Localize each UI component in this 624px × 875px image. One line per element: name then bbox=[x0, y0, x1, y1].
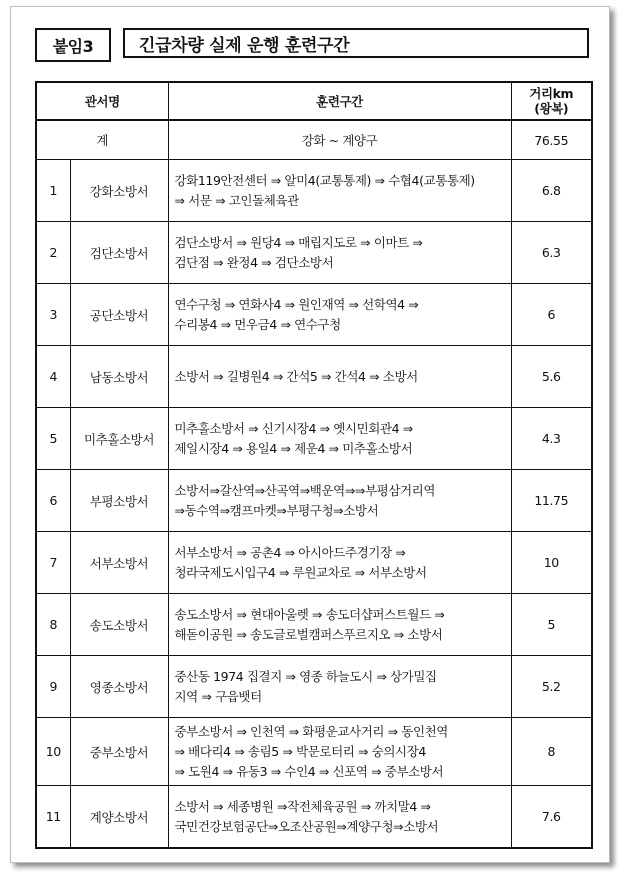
route-line: 소방서⇒갈산역⇒산곡역⇒백운역⇒⇒부평삼거리역 bbox=[174, 482, 436, 498]
row-number: 6 bbox=[36, 470, 70, 532]
station-name: 공단소방서 bbox=[70, 284, 168, 346]
row-number: 4 bbox=[36, 346, 70, 408]
table-row bbox=[36, 470, 592, 532]
attachment-label: 붙임3 bbox=[35, 28, 111, 62]
station-name: 남동소방서 bbox=[70, 346, 168, 408]
distance-value: 10 bbox=[511, 532, 592, 594]
row-number: 7 bbox=[36, 532, 70, 594]
training-route-table bbox=[35, 81, 593, 849]
document-title: 긴급차량 실제 운행 훈련구간 bbox=[123, 28, 589, 58]
distance-value: 8 bbox=[511, 718, 592, 786]
route-line: 국민건강보험공단⇒오조산공원⇒계양구청⇒소방서 bbox=[174, 818, 439, 834]
station-name: 강화소방서 bbox=[70, 160, 168, 222]
station-name: 송도소방서 bbox=[70, 594, 168, 656]
row-number: 3 bbox=[36, 284, 70, 346]
station-name: 영종소방서 bbox=[70, 656, 168, 718]
distance-value: 5.6 bbox=[511, 346, 592, 408]
route-line: ⇒ 도원4 ⇒ 유동3 ⇒ 수인4 ⇒ 신포역 ⇒ 중부소방서 bbox=[174, 763, 444, 779]
distance-value: 6.3 bbox=[511, 222, 592, 284]
route-cell bbox=[168, 222, 511, 284]
total-label: 계 bbox=[36, 120, 168, 160]
route-line: 송도소방서 ⇒ 현대아울렛 ⇒ 송도더샵퍼스트월드 ⇒ bbox=[174, 606, 445, 622]
table-row bbox=[36, 594, 592, 656]
row-number: 10 bbox=[36, 718, 70, 786]
total-distance: 76.55 bbox=[511, 120, 592, 160]
table-row bbox=[36, 160, 592, 222]
station-name: 서부소방서 bbox=[70, 532, 168, 594]
column-header-distance bbox=[511, 82, 592, 120]
table-row bbox=[36, 718, 592, 786]
route-line: 제일시장4 ⇒ 용일4 ⇒ 제운4 ⇒ 미추홀소방서 bbox=[174, 440, 413, 456]
distance-value: 4.3 bbox=[511, 408, 592, 470]
route-cell bbox=[168, 718, 511, 786]
row-number: 2 bbox=[36, 222, 70, 284]
distance-header-line2: (왕복) bbox=[534, 101, 569, 116]
route-cell bbox=[168, 408, 511, 470]
distance-value: 5 bbox=[511, 594, 592, 656]
row-number: 11 bbox=[36, 786, 70, 849]
route-line: 중산동 1974 집결지 ⇒ 영종 하늘도시 ⇒ 상가밀집 bbox=[174, 668, 437, 684]
route-line: 지역 ⇒ 구읍뱃터 bbox=[174, 688, 262, 704]
route-cell bbox=[168, 786, 511, 849]
route-line: 중부소방서 ⇒ 인천역 ⇒ 화평운교사거리 ⇒ 동인천역 bbox=[174, 723, 448, 739]
station-name: 부평소방서 bbox=[70, 470, 168, 532]
route-line: 미추홀소방서 ⇒ 신기시장4 ⇒ 옛시민회관4 ⇒ bbox=[174, 420, 413, 436]
distance-value: 5.2 bbox=[511, 656, 592, 718]
column-header-station: 관서명 bbox=[36, 82, 168, 120]
distance-value: 7.6 bbox=[511, 786, 592, 849]
distance-value: 6.8 bbox=[511, 160, 592, 222]
table-row bbox=[36, 284, 592, 346]
total-row bbox=[36, 120, 592, 160]
route-cell bbox=[168, 532, 511, 594]
route-cell bbox=[168, 284, 511, 346]
route-cell bbox=[168, 656, 511, 718]
distance-value: 6 bbox=[511, 284, 592, 346]
route-line: 검단소방서 ⇒ 원당4 ⇒ 매립지도로 ⇒ 이마트 ⇒ bbox=[174, 234, 423, 250]
column-header-route: 훈련구간 bbox=[168, 82, 511, 120]
row-number: 5 bbox=[36, 408, 70, 470]
station-name: 검단소방서 bbox=[70, 222, 168, 284]
row-number: 1 bbox=[36, 160, 70, 222]
table-row bbox=[36, 656, 592, 718]
table-row bbox=[36, 346, 592, 408]
station-name: 중부소방서 bbox=[70, 718, 168, 786]
route-line: ⇒ 서문 ⇒ 고인돌체육관 bbox=[174, 192, 299, 208]
route-line: 검단점 ⇒ 완정4 ⇒ 검단소방서 bbox=[174, 254, 334, 270]
route-line: ⇒ 배다리4 ⇒ 송림5 ⇒ 박문로터리 ⇒ 숭의시장4 bbox=[174, 743, 426, 759]
distance-header-line1: 거리km bbox=[529, 86, 574, 101]
route-line: ⇒동수역⇒캠프마켓⇒부평구청⇒소방서 bbox=[174, 502, 379, 518]
table-row bbox=[36, 222, 592, 284]
table-header-row bbox=[36, 82, 592, 120]
route-cell bbox=[168, 160, 511, 222]
station-name: 미추홀소방서 bbox=[70, 408, 168, 470]
route-cell bbox=[168, 594, 511, 656]
route-line: 소방서 ⇒ 길병원4 ⇒ 간석5 ⇒ 간석4 ⇒ 소방서 bbox=[174, 368, 418, 384]
route-line: 서부소방서 ⇒ 공촌4 ⇒ 아시아드주경기장 ⇒ bbox=[174, 544, 406, 560]
route-cell bbox=[168, 346, 511, 408]
row-number: 8 bbox=[36, 594, 70, 656]
route-line: 소방서 ⇒ 세종병원 ⇒작전체육공원 ⇒ 까치말4 ⇒ bbox=[174, 798, 431, 814]
route-line: 연수구청 ⇒ 연화사4 ⇒ 원인재역 ⇒ 선학역4 ⇒ bbox=[174, 296, 419, 312]
route-cell bbox=[168, 470, 511, 532]
route-line: 해돋이공원 ⇒ 송도글로벌캠퍼스푸르지오 ⇒ 소방서 bbox=[174, 626, 443, 642]
station-name: 계양소방서 bbox=[70, 786, 168, 849]
row-number: 9 bbox=[36, 656, 70, 718]
route-line: 수리봉4 ⇒ 먼우금4 ⇒ 연수구청 bbox=[174, 316, 341, 332]
total-route: 강화 ~ 계양구 bbox=[168, 120, 511, 160]
table-row bbox=[36, 532, 592, 594]
table-row bbox=[36, 408, 592, 470]
route-line: 청라국제도시입구4 ⇒ 루원교차로 ⇒ 서부소방서 bbox=[174, 564, 427, 580]
route-line: 강화119안전센터 ⇒ 알미4(교통통제) ⇒ 수협4(교통통제) bbox=[174, 172, 475, 188]
distance-value: 11.75 bbox=[511, 470, 592, 532]
table-row bbox=[36, 786, 592, 849]
